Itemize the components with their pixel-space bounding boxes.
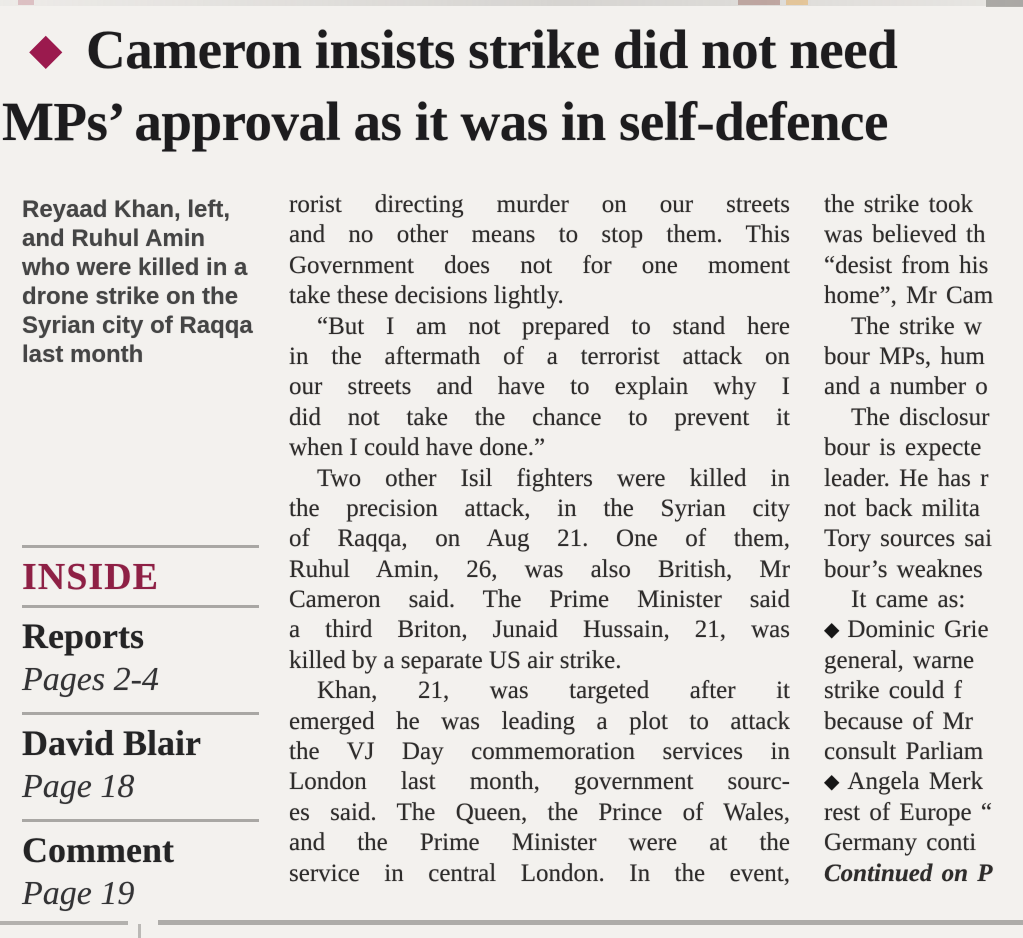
body-text-line: Two other Isil fighters were killed in: [317, 464, 790, 492]
caption-line: and Ruhul Amin: [22, 225, 206, 252]
inside-panel: [22, 545, 259, 926]
body-text-line: our streets and have to explain why I: [289, 373, 790, 401]
body-text-line: “But I am not prepared to stand here: [317, 312, 790, 340]
body-text-line: home”, Mr Cam: [824, 282, 994, 310]
body-text-line: Government does not for one moment: [289, 251, 790, 279]
caption-line: who were killed in a: [22, 254, 248, 281]
body-text-line: the strike took: [824, 191, 974, 218]
inside-item-title: Reports: [22, 616, 144, 656]
body-text-line: Khan, 21, was targeted after it: [317, 677, 790, 705]
scan-artifact: [738, 0, 780, 5]
article-column-right: [824, 190, 1023, 889]
inside-item-title: Comment: [22, 830, 174, 870]
body-text-line: take these decisions lightly.: [289, 282, 564, 310]
body-text-line: bour MPs, hum: [824, 342, 985, 370]
inside-item-pages: Pages 2-4: [22, 661, 159, 698]
inside-item-title: David Blair: [22, 723, 202, 763]
body-text-line: because of Mr: [824, 707, 973, 735]
body-text-line: did not take the chance to prevent it: [289, 403, 790, 431]
inside-item: [22, 822, 259, 926]
body-text-line: Ruhul Amin, 26, was also British, Mr: [289, 555, 790, 583]
body-text-line: service in central London. In the event,: [289, 859, 790, 887]
body-text-line: bour is expecte: [824, 434, 982, 462]
body-text-line: the precision attack, in the Syrian city: [289, 494, 790, 522]
body-text-line: bour’s weaknes: [824, 555, 983, 583]
inside-item: [22, 608, 259, 712]
bullet-diamond-icon: ◆: [824, 771, 840, 794]
body-text-line: rorist directing murder on our streets: [289, 191, 790, 218]
body-text-line: a third Briton, Junaid Hussain, 21, was: [289, 616, 790, 644]
body-text-line: Cameron said. The Prime Minister said: [289, 586, 790, 614]
body-text-line: in the aftermath of a terrorist attack on: [289, 342, 790, 370]
scan-artifact: [986, 0, 1023, 7]
scan-artifact: [18, 0, 34, 5]
body-text-line: killed by a separate US air strike.: [289, 646, 622, 674]
page-title: [0, 16, 1020, 155]
body-text-line: Germany conti: [824, 829, 977, 857]
body-text-line: London last month, government sourc-: [289, 768, 790, 796]
body-text-line: es said. The Queen, the Prince of Wales,: [289, 798, 790, 826]
body-text-line: Continued on P: [824, 859, 993, 887]
body-text-line: ◆ Dominic Grie: [824, 615, 1023, 645]
body-text-line: of Raqqa, on Aug 21. One of them,: [289, 525, 790, 553]
headline-line-1: [0, 16, 1020, 88]
caption-line: Syrian city of Raqqa: [22, 312, 253, 339]
article-column-middle: [289, 190, 790, 889]
headline-diamond-bullet-icon: ◆: [30, 26, 62, 72]
body-text-line: the VJ Day commemoration services in: [289, 738, 790, 766]
body-text-line: general, warne: [824, 646, 975, 674]
body-text-line: and the Prime Minister were at the: [289, 829, 790, 857]
body-text-line: consult Parliam: [824, 738, 984, 766]
scan-edge-strip: [0, 0, 1023, 6]
body-text-line: when I could have done.”: [289, 434, 546, 462]
inside-panel-items: [22, 608, 259, 926]
headline-text-1: Cameron insists strike did not need: [86, 19, 898, 80]
body-text-line: rest of Europe “: [824, 798, 992, 826]
bullet-diamond-icon: ◆: [824, 619, 840, 642]
body-text-line: and a number o: [824, 373, 988, 401]
caption-line: last month: [22, 341, 144, 368]
scan-artifact: [786, 0, 808, 5]
caption-line: drone strike on the: [22, 283, 239, 310]
body-text-line: not back milita: [824, 494, 980, 522]
inside-panel-title: INSIDE: [22, 556, 159, 598]
inside-item-pages: Page 19: [22, 875, 135, 912]
body-text-line: and no other means to stop them. This: [289, 221, 790, 249]
body-text-line: “desist from his: [824, 251, 989, 279]
caption-line: Reyaad Khan, left,: [22, 196, 231, 223]
photo-caption: [22, 195, 272, 369]
inside-item-pages: Page 18: [22, 768, 135, 805]
body-text-line: strike could f: [824, 677, 962, 705]
bottom-rule-right: [158, 920, 1023, 925]
headline-line-2: MPs’ approval as it was in self-defence: [2, 91, 888, 152]
body-text-line: leader. He has r: [824, 464, 989, 492]
inside-item: [22, 715, 259, 819]
body-text-line: Tory sources sai: [824, 525, 993, 553]
body-text-line: ◆ Angela Merk: [824, 767, 1023, 797]
body-text-line: was believed th: [824, 221, 986, 249]
bottom-tick-mark: [138, 924, 141, 938]
body-text-line: It came as:: [851, 586, 966, 614]
bottom-rule-left: [0, 921, 128, 925]
body-text-line: The disclosur: [851, 403, 990, 431]
body-text-line: The strike w: [851, 312, 982, 340]
body-text-line: emerged he was leading a plot to attack: [289, 707, 790, 735]
